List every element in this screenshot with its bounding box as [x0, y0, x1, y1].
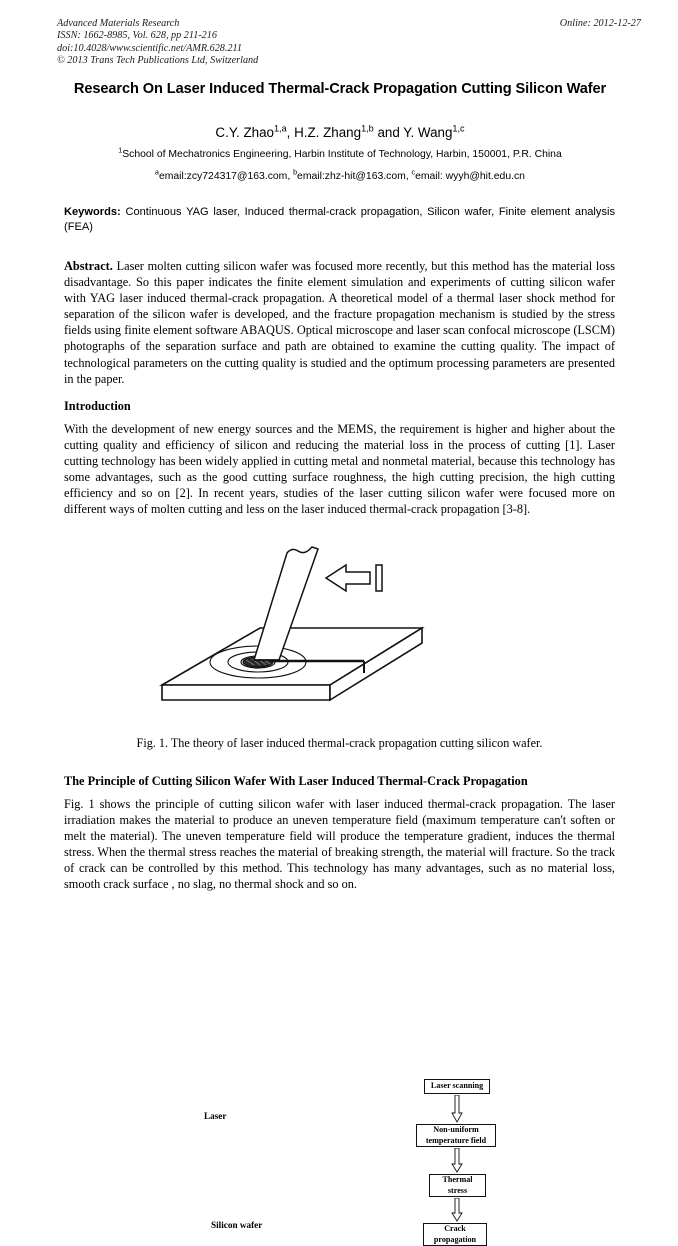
journal-header [57, 18, 641, 68]
section-paragraph-introduction: With the development of new energy sources and the MEMS, the requirement is higher and higher about the cutting quality and efficiency of silicon and reducing the material loss in the process of cutting [1]. Laser cutting technology has been widely applied in cutting metal and nonmetal material, because this technology has some advantages, such as the good cutting surface roughness, the high cutting precision, the high cutting efficiency and so on [2]. In recent years, studies of the laser cutting silicon wafer were focused more on different ways of molten cutting and less on the laser induced thermal-crack propagation [3-8]. [64, 422, 615, 517]
abstract-block: Abstract. Laser molten cutting silicon wafer was focused more recently, but this method has the material loss disadvantage. So this paper indicates the finite element simulation and experiments of cutting silicon wafer with YAG laser induced thermal-crack propagation. A theoretical model of a thermal laser shock method for separation of the silicon wafer is developed, and the fracture propagation mechanism is studied by the stress fields using finite element software ABAQUS. Optical microscope and laser scan confocal microscope (LSCM) photographs of the separation surface and path are obtained to examine the cutting quality. The impact of technological parameters on the cutting quality is studied and the optimum processing parameters are presented in the paper. [64, 259, 615, 386]
arrow-tail-bar [376, 565, 382, 591]
flowchart-box-thermal-stress: Thermal stress [429, 1174, 486, 1197]
journal-name-row [57, 18, 641, 30]
figure-caption: Fig. 1. The theory of laser induced thermal-crack propagation cutting silicon wafer. [136, 736, 543, 750]
affiliation: $^1$School of Mechatronics Engineering, Harbin Institute of Technology, Harbin, 150001, P.R. China [118, 147, 562, 160]
block-arrow-left [326, 565, 370, 591]
keywords-block: Keywords: Continuous YAG laser, Induced thermal-crack propagation, Silicon wafer, Finite element analysis (FEA) [64, 206, 615, 234]
flowchart-arrow-down-2 [451, 1148, 463, 1173]
scan-direction-arrow [326, 565, 382, 591]
laser-wafer-schematic [150, 533, 440, 733]
flowchart-box-crack-propagation: Crack propagation [423, 1223, 487, 1246]
journal-issn: ISSN: 1662-8985, Vol. 628, pp 211-216 [57, 30, 217, 42]
flowchart-arrow-down-3 [451, 1198, 463, 1222]
flowchart-box-laser-scanning: Laser scanning [424, 1079, 490, 1094]
journal-copyright: © 2013 Trans Tech Publications Ltd, Switzerland [57, 55, 259, 67]
schematic-label-silicon-wafer: Silicon wafer [211, 1220, 263, 1230]
section-paragraph-principle: Fig. 1 shows the principle of cutting silicon wafer with laser induced thermal-crack propagation. The laser irradiation makes the material to produce an uneven temperature field (maximum temperature can't soften or melt the material). The uneven temperature field will produce the temperature gradient, induces the thermal stress. When the thermal stress reaches the material of breaking strength, the material will fracture. So the track of crack can be controlled by this method. This technology has many advantages, such as no material loss, smooth crack surface , no slag, no thermal shock and so on. [64, 797, 615, 892]
page-title: Research On Laser Induced Thermal-Crack Propagation Cutting Silicon Wafer [73, 81, 607, 97]
section-heading-introduction: Introduction [64, 399, 131, 413]
flowchart-arrow-down-1 [451, 1095, 463, 1123]
author-list: C.Y. Zhao$^{1,a}$, H.Z. Zhang$^{1,b}$ and Y. Wang$^{1,c}$ [215, 123, 465, 140]
wafer-front-edge [162, 685, 330, 700]
journal-doi: doi:10.4028/www.scientific.net/AMR.628.211 [57, 42, 242, 54]
section-heading-principle: The Principle of Cutting Silicon Wafer With Laser Induced Thermal-Crack Propagation [64, 774, 528, 788]
journal-name: Advanced Materials Research [57, 18, 180, 29]
online-date: Online: 2012-12-27 [559, 18, 641, 29]
author-emails: $^a$email:zcy724317@163.com, $^b$email:zhz-hit@163.com, $^c$email: wyyh@hit.edu.cn [155, 169, 525, 182]
flowchart-box-non-uniform-temperature-field: Non-uniform temperature field [416, 1124, 496, 1147]
schematic-label-laser: Laser [204, 1111, 227, 1121]
